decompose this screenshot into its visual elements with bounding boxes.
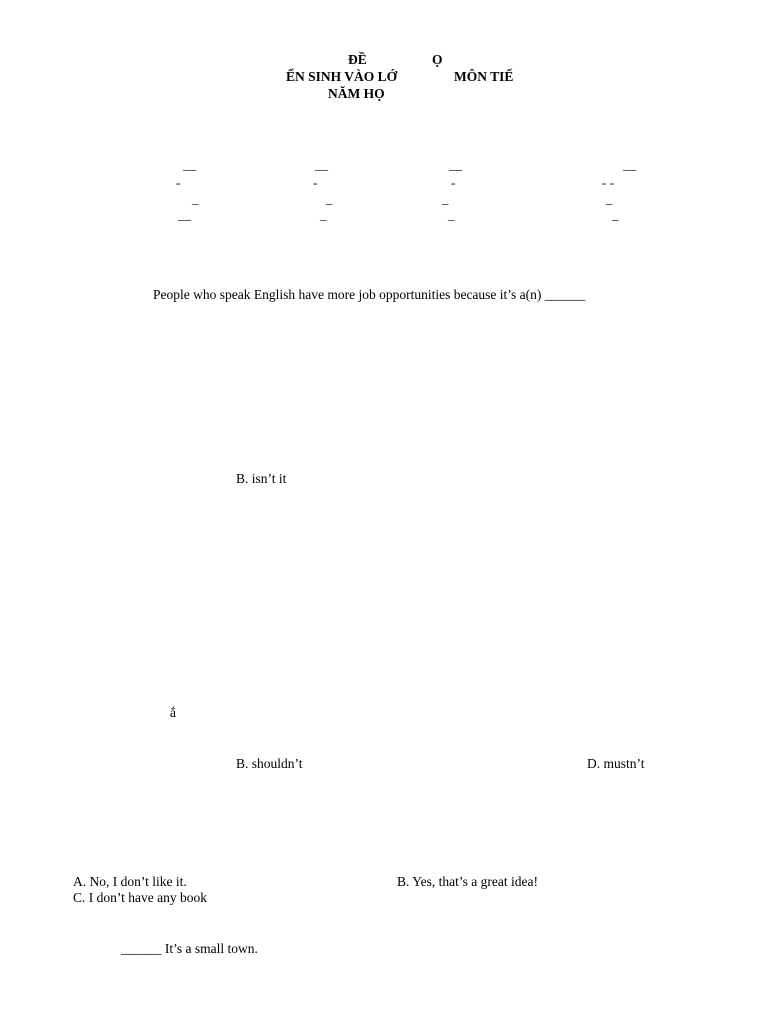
- question-small-town: ______ It’s a small town.: [121, 941, 258, 956]
- dash-mark: _: [448, 207, 455, 222]
- dash-mark: _: [320, 207, 327, 222]
- question-job-opportunities: People who speak English have more job opportunities because it’s a(n) ______: [153, 287, 586, 302]
- dash-mark: _: [192, 191, 199, 206]
- answer-option-no-book: C. I don’t have any book: [73, 890, 207, 905]
- header-subtitle-fragment-2: MÔN TIẾ: [454, 69, 514, 84]
- dash-mark: -: [451, 175, 456, 190]
- header-title-fragment-1: ĐỀ: [348, 52, 367, 67]
- header-title-fragment-2: Ọ: [432, 52, 443, 67]
- dash-mark: __: [183, 157, 196, 172]
- answer-option-no-dont-like: A. No, I don’t like it.: [73, 874, 187, 889]
- dash-mark: -: [313, 175, 318, 190]
- dash-mark: _: [612, 207, 619, 222]
- dash-mark: _: [326, 191, 333, 206]
- answer-option-isnt-it: B. isn’t it: [236, 471, 287, 486]
- dash-mark: _: [442, 191, 449, 206]
- header-subtitle-fragment-1: ỂN SINH VÀO LỚ: [286, 69, 398, 84]
- answer-option-great-idea: B. Yes, that’s a great idea!: [397, 874, 538, 889]
- answer-option-mustnt: D. mustn’t: [587, 756, 645, 771]
- dash-mark: __: [178, 207, 191, 222]
- dash-mark: -: [176, 175, 181, 190]
- stray-character: ắ: [170, 705, 176, 720]
- header-year-fragment: NĂM HỌ: [328, 86, 385, 101]
- dash-mark: - -: [602, 175, 614, 190]
- dash-mark: __: [623, 157, 636, 172]
- dash-mark: __: [315, 157, 328, 172]
- dash-mark: __: [449, 157, 462, 172]
- dash-mark: _: [606, 191, 613, 206]
- answer-option-shouldnt: B. shouldn’t: [236, 756, 303, 771]
